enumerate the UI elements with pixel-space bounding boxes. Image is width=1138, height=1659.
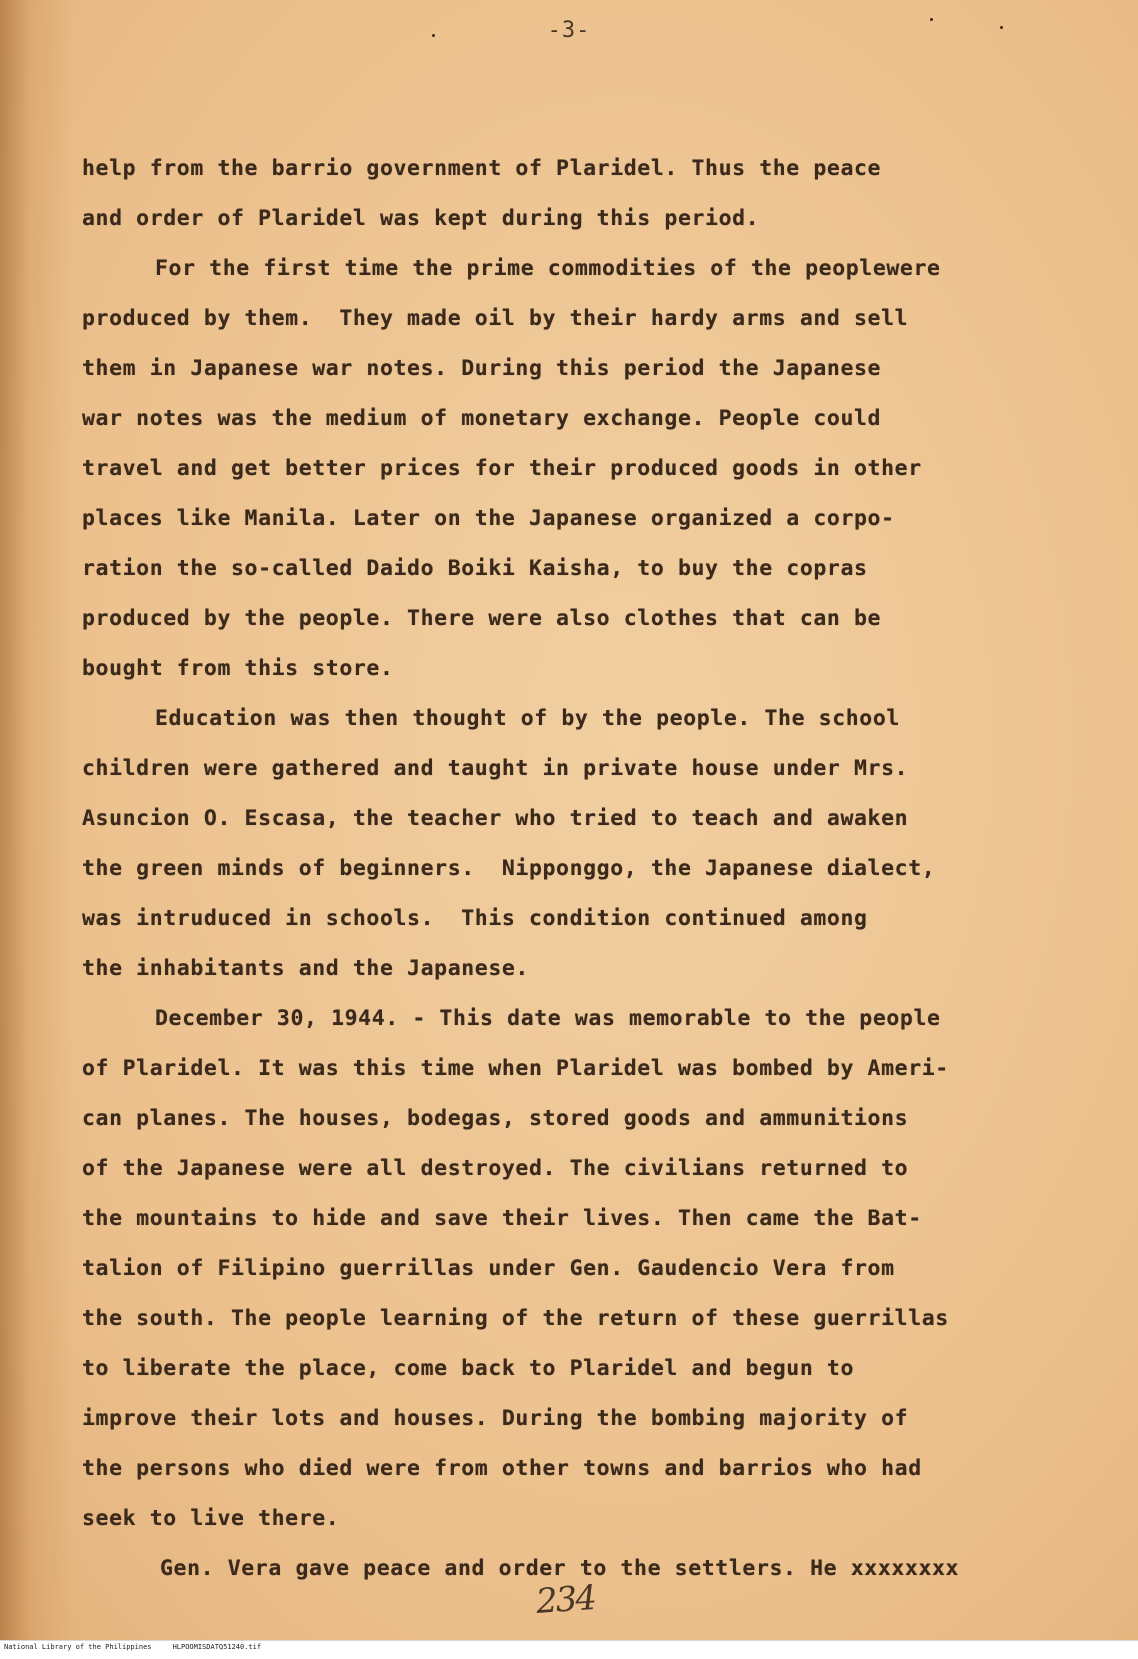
text-line: bought from this store. <box>82 656 394 681</box>
text-line: was intruduced in schools. This condition continued among <box>82 906 868 931</box>
text-line: can planes. The houses, bodegas, stored goods and ammunitions <box>82 1106 909 1131</box>
text-line: the persons who died were from other towns and barrios who had <box>82 1456 922 1481</box>
text-line: them in Japanese war notes. During this period the Japanese <box>82 356 882 381</box>
text-line: the green minds of beginners. Nipponggo, the Japanese dialect, <box>82 856 936 881</box>
text-line: ration the so-called Daido Boiki Kaisha, to buy the copras <box>82 556 868 581</box>
text-line: war notes was the medium of monetary exchange. People could <box>82 406 882 431</box>
text-line: December 30, 1944. - This date was memorable to the people <box>155 1006 941 1031</box>
text-line: For the first time the prime commodities of the peoplewere <box>155 256 941 281</box>
page-number: -3- <box>547 18 591 43</box>
text-line: children were gathered and taught in private house under Mrs. <box>82 756 909 781</box>
text-line: improve their lots and houses. During the bombing majority of <box>82 1406 909 1431</box>
text-line: Asuncion O. Escasa, the teacher who tried to teach and awaken <box>82 806 909 831</box>
text-line: the south. The people learning of the return of these guerrillas <box>82 1306 949 1331</box>
text-line: the inhabitants and the Japanese. <box>82 956 529 981</box>
text-line: the mountains to hide and save their lives. Then came the Bat- <box>82 1206 922 1231</box>
text-line: travel and get better prices for their produced goods in other <box>82 456 922 481</box>
text-line: Education was then thought of by the people. The school <box>155 706 900 731</box>
footer-caption: National Library of the Philippines HLPOOMISDATQ51240.tif <box>4 1643 262 1651</box>
text-line: to liberate the place, come back to Plaridel and begun to <box>82 1356 855 1381</box>
handwritten-page-number: 234 <box>534 1577 597 1623</box>
text-line: help from the barrio government of Plaridel. Thus the peace <box>82 156 882 181</box>
text-line: Gen. Vera gave peace and order to the settlers. He xxxxxxxx <box>160 1556 960 1581</box>
text-line: places like Manila. Later on the Japanese organized a corpo- <box>82 506 895 531</box>
text-line: of the Japanese were all destroyed. The civilians returned to <box>82 1156 909 1181</box>
text-line: produced by the people. There were also clothes that can be <box>82 606 882 631</box>
text-line: of Plaridel. It was this time when Plaridel was bombed by Ameri- <box>82 1056 949 1081</box>
text-line: and order of Plaridel was kept during this period. <box>82 206 760 231</box>
scan-footer <box>0 1640 1138 1659</box>
text-line: talion of Filipino guerrillas under Gen. Gaudencio Vera from <box>82 1256 895 1281</box>
text-line: produced by them. They made oil by their hardy arms and sell <box>82 306 909 331</box>
text-line: seek to live there. <box>82 1506 340 1531</box>
